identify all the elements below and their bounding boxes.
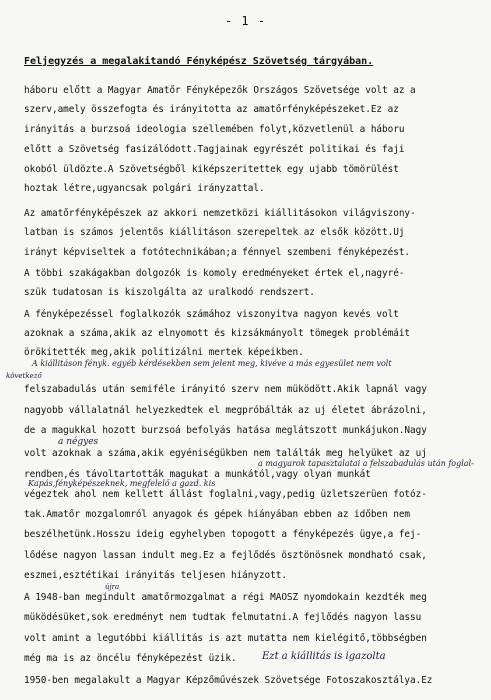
text-line: 1950-ben megalakult a Magyar Képzőművészek Szövetsége Fotoszakosztálya.Ez [24,675,433,686]
text-line: háboru előtt a Magyar Amatőr Fényképezők Országos Szövetsége volt az a [24,85,416,96]
text-line: A 1948-ban megindult amatőrmozgalmat a régi MAOSZ nyomdokain kezdték meg [24,592,427,603]
text-line: irányt képviseltek a fotótechnikában;a fénnyel szembeni fényképezést. [24,247,411,258]
text-line: végeztek ahol nem kellett állást foglalni,vagy,pedig üzletszerüen fotóz- [24,489,427,500]
text-line: volt azoknak a száma,akik egyéniségükben nem találták meg helyüket az uj [24,448,427,459]
document-title: Feljegyzés a megalakitandó Fényképész Szövetség tárgyában. [24,56,374,67]
text-line: latban is számos jelentős kiállitáson szerepeltek az elsők között.Uj [24,227,405,238]
handwritten-note: újra [105,583,120,591]
text-line: beszélhetünk.Hosszu ideig egyhelyben topogott a fényképezés ügye,a fej- [24,529,422,540]
handwritten-note: A kiállitáson fényk. egyéb kérdésekben sem jelent meg, kivéve a más egyesület nem volt [32,359,392,368]
text-line: müködésüket,sok eredményt nem tudtak felmutatni.A fejlődés nagyon lassu [24,612,422,623]
text-line: örökitették meg,akik politizálni mertek képeikben. [24,347,304,358]
text-line: okoból üldözte.A Szövetségből kiképszeritettek egy ujabb tömörülést [24,164,399,175]
text-line: irányitás a burzsoá ideologia szellemében folyt,közvetlenül a háboru [24,124,405,135]
handwritten-note: a négyes [58,437,99,447]
text-line: még ma is az öncélu fényképezést üzik. [24,653,237,664]
handwritten-note: Kapás,fényképészeknek, megfelelő a gazd. kis [28,479,216,488]
page-number: - 1 - [224,14,267,28]
text-line: A többi szakágakban dolgozók is komoly eredményeket értek el,nagyré- [24,268,405,279]
text-line: szerv,amely összefogta és irányitotta az amatőrfényképészeket.Ez az [24,104,399,115]
handwritten-note: a magyarok tapasztalatai a felszabadulás után foglal- [258,459,474,468]
text-line: azoknak a száma,akik az elnyomott és kizsákmányolt tömegek problémáit [24,328,411,339]
text-line: Az amatőrfényképészek az akkori nemzetközi kiállitásokon világviszony- [24,208,416,219]
text-line: szük tudatosan is kiszolgálta az uralkodó rendszert. [24,287,315,298]
text-line: lődése nagyon lassan indult meg.Ez a fejlődés ösztönösnek mondható csak, [24,550,427,561]
text-line: eszmei,esztétikai irányitás teljesen hiányzott. [24,570,287,581]
text-line: felszabadulás után semiféle irányitó szerv nem müködött.Akik lapnál vagy [24,384,427,395]
handwritten-note: következő [6,372,42,380]
text-line: hoztak létre,ugyancsak polgári irányzattal. [24,183,265,194]
text-line: volt amint a legutóbbi kiállitás is azt mutatta nem kielégitő,többségben [24,633,427,644]
handwritten-note: Ezt a kiállitás is igazolta [262,651,386,662]
text-line: rendben,és távoltartották magukat a munkától,vagy olyan munkát [24,469,371,480]
text-line: nagyobb vállalatnál helyezkedtek el megpróbálták az uj életet ábrázolni, [24,405,427,416]
text-line: A fényképezéssel foglalkozók számához viszonyitva nagyon kevés volt [24,309,399,320]
text-line: előtt a Szövetség fasizálódott.Tagjainak egyrészét politikai és faji [24,144,405,155]
text-line: tak.Amatőr mozgalomról anyagok és gépek hiányában ebben az időben nem [24,509,411,520]
text-line: de a magukkal hozott burzsoá befolyás hatása meglátszott munkájukon.Nagy [24,425,427,436]
